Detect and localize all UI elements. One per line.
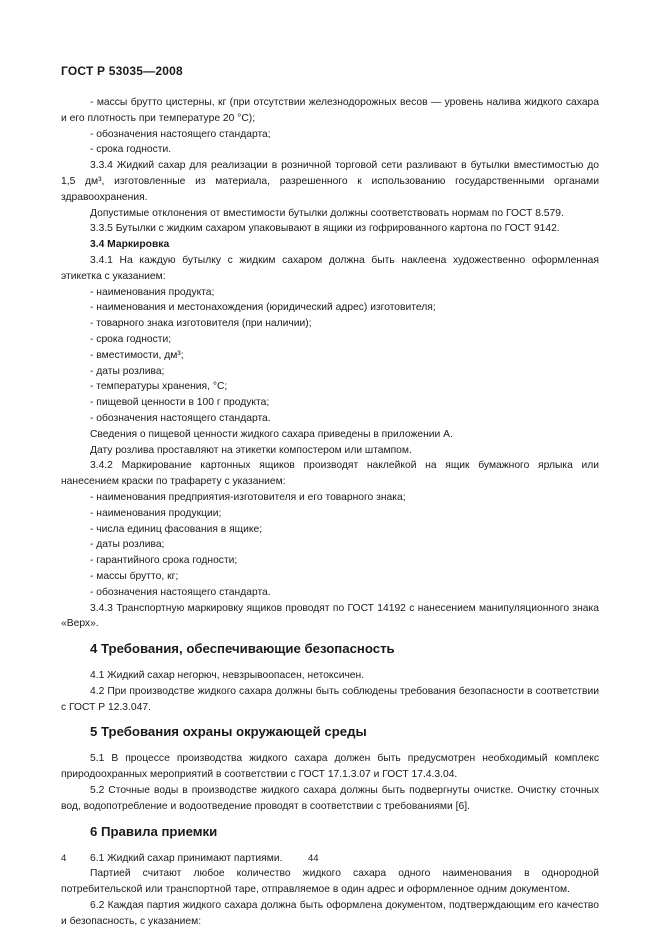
list-item: - вместимости, дм³; xyxy=(90,349,184,361)
paragraph: 3.4.3 Транспортную маркировку ящиков проводят по ГОСТ 14192 с нанесением манипуляционного знака «Верх». xyxy=(61,602,599,630)
list-item: - срока годности. xyxy=(90,144,172,156)
list-item: - наименования предприятия-изготовителя и его товарного знака; xyxy=(90,491,406,503)
list-item: - наименования продукции; xyxy=(90,507,222,519)
list-item: - гарантийного срока годности; xyxy=(90,555,238,567)
paragraph: 4.2 При производстве жидкого сахара должны быть соблюдены требования безопасности в соответствии с ГОСТ Р 12.3.047. xyxy=(61,685,599,713)
list-item: - числа единиц фасования в ящике; xyxy=(90,523,263,535)
list-item: - температуры хранения, °С; xyxy=(90,381,228,393)
section-title-6: 6 Правила приемки xyxy=(90,823,218,839)
page-header: ГОСТ Р 53035—2008 xyxy=(61,64,183,78)
paragraph: - массы брутто цистерны, кг (при отсутствии железнодорожных весов — уровень налива жидкого сахара и его плотность при температуре 20 °С); xyxy=(61,97,599,124)
list-item: - пищевой ценности в 100 г продукта; xyxy=(90,397,270,409)
list-item: - даты розлива; xyxy=(90,539,165,551)
list-item: - товарного знака изготовителя (при наличии); xyxy=(90,318,312,330)
list-item: - обозначения настоящего стандарта; xyxy=(90,128,271,140)
paragraph: 3.3.5 Бутылки с жидким сахаром упаковывают в ящики из гофрированного картона по ГОСТ 9142. xyxy=(90,223,560,235)
paragraph: Дату розлива проставляют на этикетки компостером или штампом. xyxy=(90,444,412,456)
subsection-title: 3.4 Маркировка xyxy=(90,239,170,251)
list-item: - наименования и местонахождения (юридический адрес) изготовителя; xyxy=(90,302,436,314)
list-item: - даты розлива; xyxy=(90,365,165,377)
paragraph: 3.3.4 Жидкий сахар для реализации в розничной торговой сети разливают в бутылки вместимостью до 1,5 дм³, изготовленные из материала, разрешенного к использованию государственными органами здравоохранения. xyxy=(61,160,599,203)
paragraph: Партией считают любое количество жидкого сахара одного наименования в однородной потребительской или транспортной таре, отправляемое в один адрес и оформленное одним документом. xyxy=(61,868,599,896)
paragraph: 6.2 Каждая партия жидкого сахара должна быть оформлена документом, подтверждающим его качество и безопасность, с указанием: xyxy=(61,900,599,927)
list-item: - массы брутто, кг; xyxy=(90,570,179,582)
paragraph: 5.2 Сточные воды в производстве жидкого сахара должны быть подвергнуты очистке. Очистку сточных вод, водопотребление и водоотведение проводят в соответствии с требованиями [6]. xyxy=(61,785,599,812)
paragraph: Допустимые отклонения от вместимости бутылки должны соответствовать нормам по ГОСТ 8.579. xyxy=(90,207,564,219)
sheet-number: 44 xyxy=(308,853,319,864)
page-number: 4 xyxy=(61,853,67,864)
document-body xyxy=(61,95,599,930)
paragraph: 3.4.1 На каждую бутылку с жидким сахаром должна быть наклеена художественно оформленная этикетка с указанием: xyxy=(61,254,599,282)
list-item: - срока годности; xyxy=(90,333,172,345)
list-item: - наименования продукта; xyxy=(90,286,215,298)
list-item: - обозначения настоящего стандарта. xyxy=(90,412,271,424)
paragraph: 6.1 Жидкий сахар принимают партиями. xyxy=(90,852,283,864)
list-item: - обозначения настоящего стандарта. xyxy=(90,586,271,598)
paragraph: 5.1 В процессе производства жидкого сахара должен быть предусмотрен необходимый комплекс природоохранных мероприятий в соответствии с ГОСТ 17.1.3.07 и ГОСТ 17.4.3.04. xyxy=(61,753,599,781)
section-title-5: 5 Требования охраны окружающей среды xyxy=(90,724,367,740)
paragraph: 3.4.2 Маркирование картонных ящиков производят наклейкой на ящик бумажного ярлыка или нанесением краски по трафарету с указанием: xyxy=(61,460,599,488)
section-title-4: 4 Требования, обеспечивающие безопасность xyxy=(90,641,395,657)
paragraph: 4.1 Жидкий сахар негорюч, невзрывоопасен, нетоксичен. xyxy=(90,670,365,682)
paragraph: Сведения о пищевой ценности жидкого сахара приведены в приложении А. xyxy=(90,428,453,440)
